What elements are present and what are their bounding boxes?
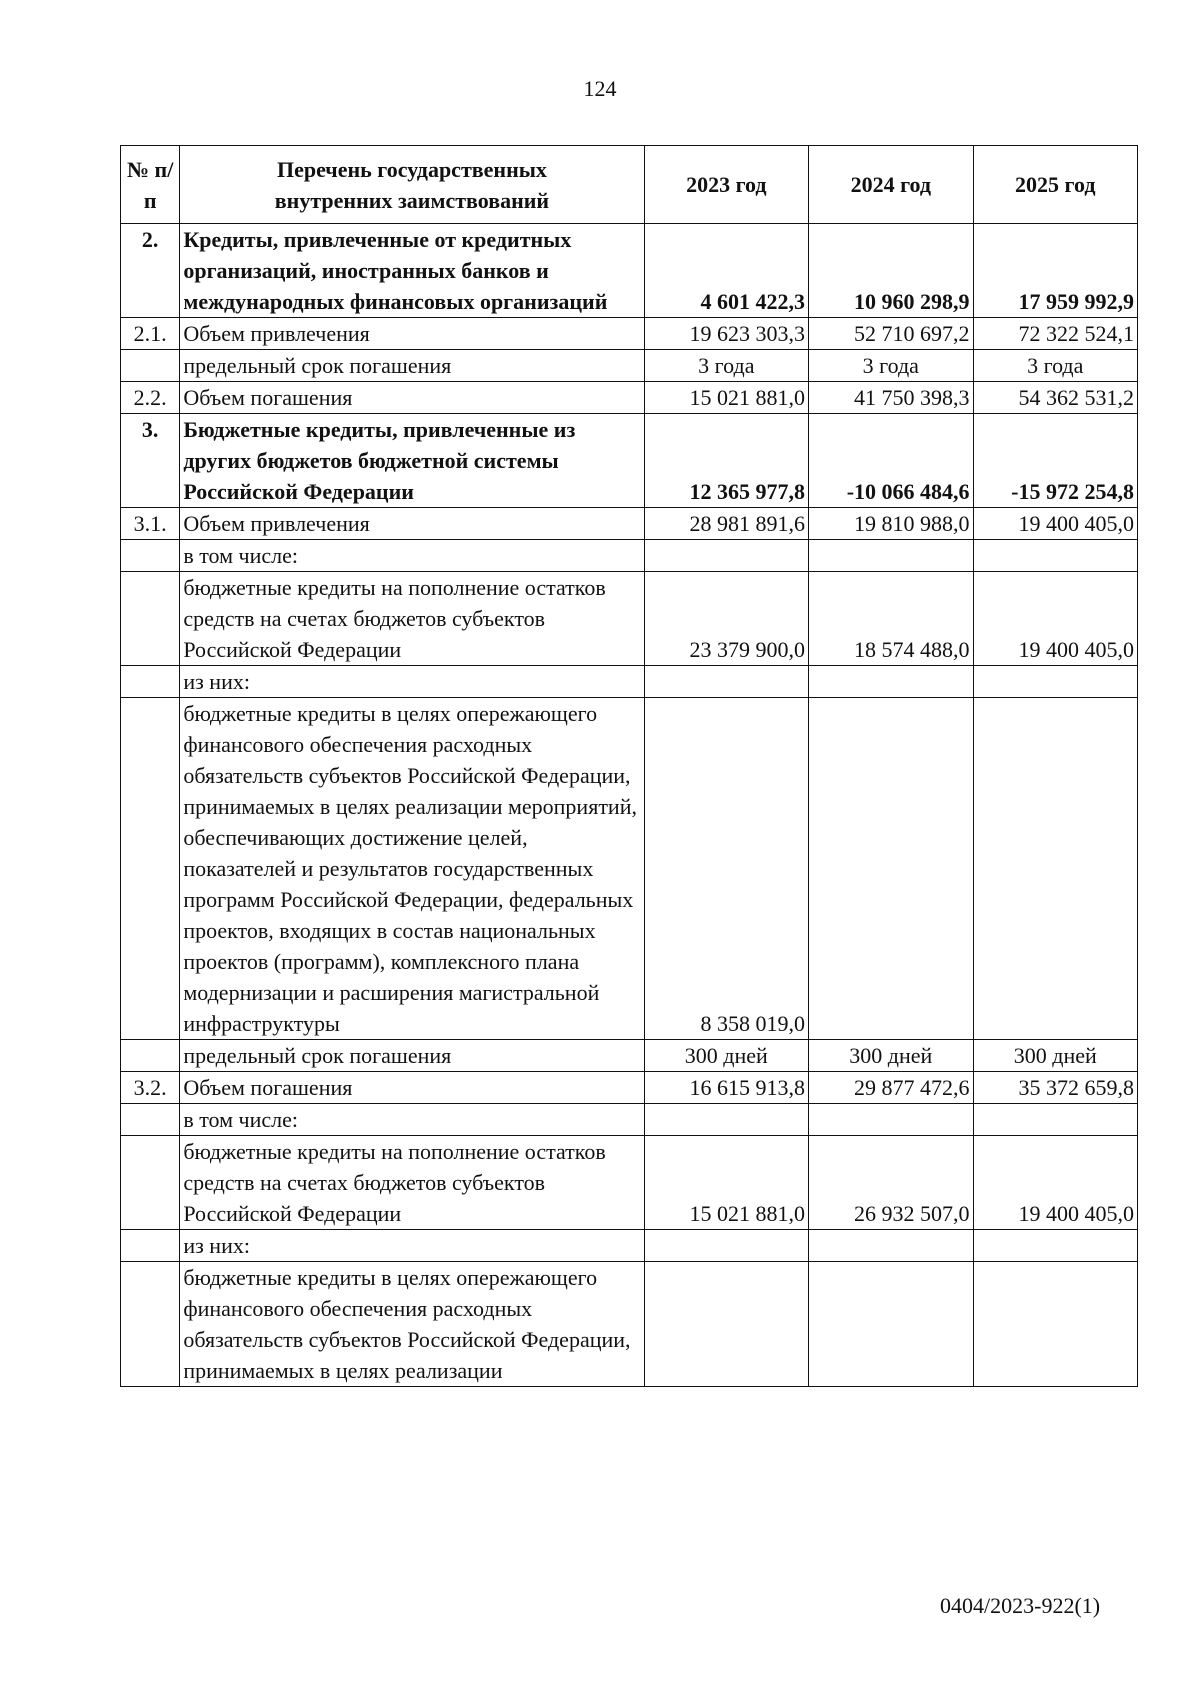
table-row — [121, 666, 1138, 698]
header-2024: 2024 год — [809, 146, 973, 224]
row-value-2024 — [809, 666, 973, 698]
document-code: 0404/2023-922(1) — [940, 1593, 1101, 1618]
row-value-2025 — [973, 666, 1137, 698]
row-value-2023: 19 623 303,3 — [644, 318, 808, 350]
row-num — [121, 540, 180, 572]
row-value-2025 — [973, 1104, 1137, 1136]
row-name: предельный срок погашения — [180, 1040, 644, 1072]
row-value-2024: 41 750 398,3 — [809, 382, 973, 414]
row-value-2025: 35 372 659,8 — [973, 1072, 1137, 1104]
row-value-2023 — [644, 666, 808, 698]
table-row — [121, 318, 1138, 350]
row-value-2025: 300 дней — [973, 1040, 1137, 1072]
row-value-2024: 19 810 988,0 — [809, 508, 973, 540]
row-num: 2.2. — [121, 382, 180, 414]
row-value-2023 — [644, 1104, 808, 1136]
row-value-2025 — [973, 698, 1137, 1040]
row-value-2023: 8 358 019,0 — [644, 698, 808, 1040]
row-value-2023: 15 021 881,0 — [644, 1136, 808, 1230]
row-value-2024: 18 574 488,0 — [809, 572, 973, 666]
page-number: 124 — [583, 76, 617, 101]
table-row — [121, 540, 1138, 572]
table-row — [121, 1262, 1138, 1387]
row-value-2025: 72 322 524,1 — [973, 318, 1137, 350]
row-value-2024 — [809, 1230, 973, 1262]
row-value-2025: 17 959 992,9 — [973, 224, 1137, 318]
borrowings-table — [120, 145, 1138, 1387]
row-name: бюджетные кредиты в целях опережающего финансового обеспечения расходных обязательств субъектов Российской Федерации, принимаемых в целях реализации — [180, 1262, 644, 1387]
row-name: бюджетные кредиты на пополнение остатков средств на счетах бюджетов субъектов Российской Федерации — [180, 1136, 644, 1230]
table-row — [121, 350, 1138, 382]
table-header-row — [121, 146, 1138, 224]
row-value-2025: 19 400 405,0 — [973, 1136, 1137, 1230]
row-name: Бюджетные кредиты, привлеченные из других бюджетов бюджетной системы Российской Федерации — [180, 414, 644, 508]
table-row — [121, 1230, 1138, 1262]
row-name: из них: — [180, 1230, 644, 1262]
row-value-2025: 19 400 405,0 — [973, 508, 1137, 540]
row-value-2023 — [644, 540, 808, 572]
row-name: из них: — [180, 666, 644, 698]
row-value-2025 — [973, 540, 1137, 572]
header-2025: 2025 год — [973, 146, 1137, 224]
row-num — [121, 1262, 180, 1387]
table-row — [121, 1072, 1138, 1104]
row-num — [121, 666, 180, 698]
row-value-2023: 15 021 881,0 — [644, 382, 808, 414]
row-value-2024: 52 710 697,2 — [809, 318, 973, 350]
row-name: в том числе: — [180, 540, 644, 572]
row-num: 2. — [121, 224, 180, 318]
row-value-2023: 4 601 422,3 — [644, 224, 808, 318]
row-value-2023: 16 615 913,8 — [644, 1072, 808, 1104]
row-value-2024 — [809, 1262, 973, 1387]
row-num — [121, 698, 180, 1040]
row-name: Объем погашения — [180, 1072, 644, 1104]
row-value-2023 — [644, 1230, 808, 1262]
row-num: 2.1. — [121, 318, 180, 350]
row-value-2023: 12 365 977,8 — [644, 414, 808, 508]
row-name: Объем погашения — [180, 382, 644, 414]
row-value-2024 — [809, 540, 973, 572]
row-num — [121, 1136, 180, 1230]
row-num — [121, 1040, 180, 1072]
row-num: 3.2. — [121, 1072, 180, 1104]
row-name: Объем привлечения — [180, 508, 644, 540]
table-row — [121, 382, 1138, 414]
row-value-2024 — [809, 698, 973, 1040]
row-value-2025 — [973, 1230, 1137, 1262]
row-name: в том числе: — [180, 1104, 644, 1136]
row-num — [121, 1104, 180, 1136]
row-value-2023 — [644, 1262, 808, 1387]
row-value-2023: 28 981 891,6 — [644, 508, 808, 540]
row-name: бюджетные кредиты на пополнение остатков средств на счетах бюджетов субъектов Российской Федерации — [180, 572, 644, 666]
table-row — [121, 698, 1138, 1040]
row-name: Объем привлечения — [180, 318, 644, 350]
row-num — [121, 350, 180, 382]
row-value-2023: 23 379 900,0 — [644, 572, 808, 666]
row-value-2024: 29 877 472,6 — [809, 1072, 973, 1104]
row-name: Кредиты, привлеченные от кредитных организаций, иностранных банков и международных финансовых организаций — [180, 224, 644, 318]
row-value-2025: 3 года — [973, 350, 1137, 382]
row-name: предельный срок погашения — [180, 350, 644, 382]
row-value-2024: 26 932 507,0 — [809, 1136, 973, 1230]
header-2023: 2023 год — [644, 146, 808, 224]
row-value-2023: 3 года — [644, 350, 808, 382]
table-row — [121, 508, 1138, 540]
row-value-2024: -10 066 484,6 — [809, 414, 973, 508]
row-num — [121, 1230, 180, 1262]
row-value-2023: 300 дней — [644, 1040, 808, 1072]
row-value-2025: -15 972 254,8 — [973, 414, 1137, 508]
header-num: № п/п — [121, 146, 180, 224]
row-value-2025: 19 400 405,0 — [973, 572, 1137, 666]
table-row — [121, 1136, 1138, 1230]
row-value-2024: 10 960 298,9 — [809, 224, 973, 318]
table-row — [121, 572, 1138, 666]
row-value-2024 — [809, 1104, 973, 1136]
row-num: 3.1. — [121, 508, 180, 540]
table-row — [121, 414, 1138, 508]
row-value-2025 — [973, 1262, 1137, 1387]
row-num — [121, 572, 180, 666]
row-num: 3. — [121, 414, 180, 508]
row-value-2024: 300 дней — [809, 1040, 973, 1072]
header-name: Перечень государственных внутренних заимствований — [180, 146, 644, 224]
table-row — [121, 1040, 1138, 1072]
row-name: бюджетные кредиты в целях опережающего финансового обеспечения расходных обязательств субъектов Российской Федерации, принимаемых в целях реализации мероприятий, обеспечивающих достижение целей, показателей и результатов государственных программ Российской Федерации, федеральных проектов, входящих в состав национальных проектов (программ), комплексного плана модернизации и расширения магистральной инфраструктуры — [180, 698, 644, 1040]
row-value-2025: 54 362 531,2 — [973, 382, 1137, 414]
table-row — [121, 224, 1138, 318]
row-value-2024: 3 года — [809, 350, 973, 382]
table-row — [121, 1104, 1138, 1136]
